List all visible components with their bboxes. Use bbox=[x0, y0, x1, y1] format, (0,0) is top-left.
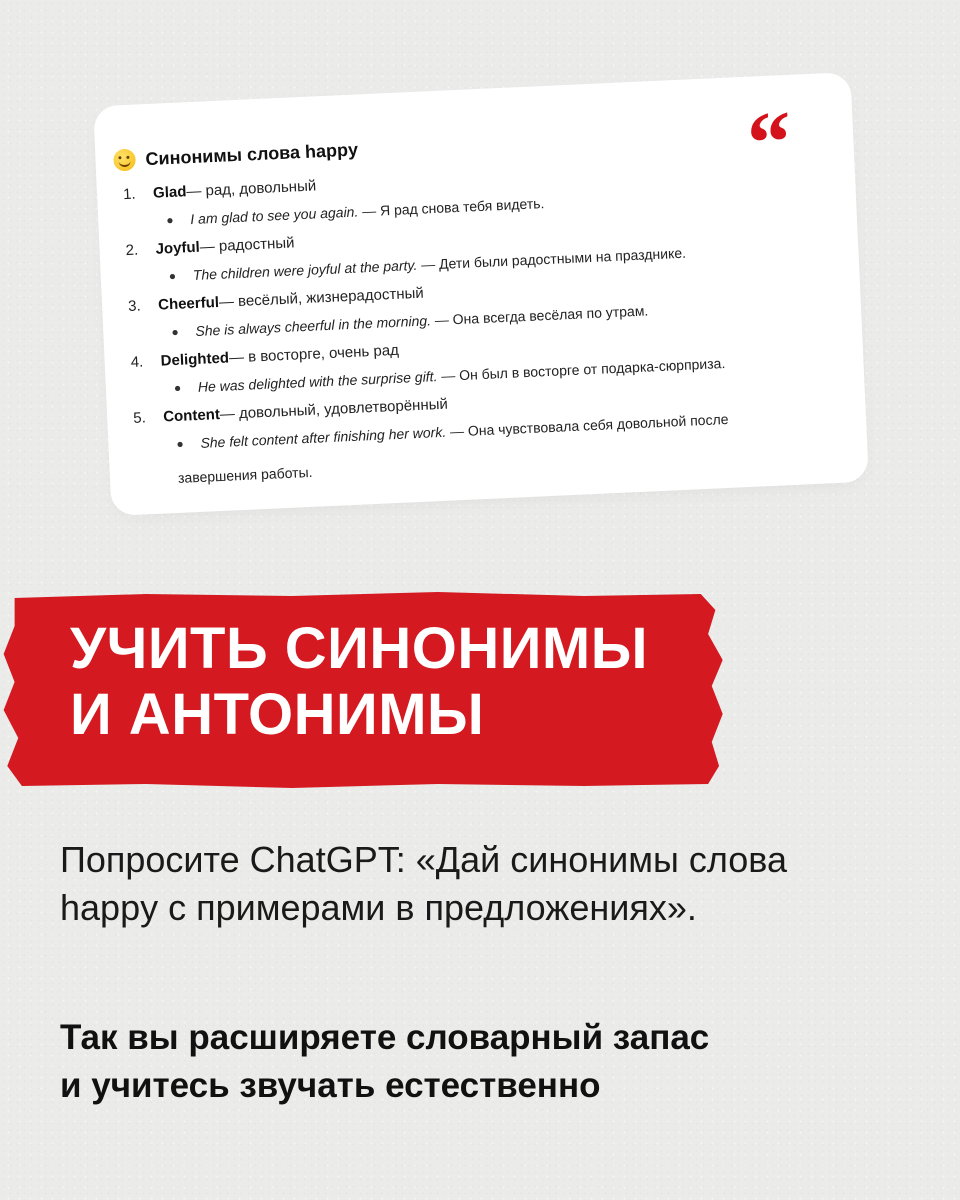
bullet-icon: ● bbox=[168, 268, 177, 284]
synonym-word: Cheerful bbox=[157, 293, 220, 314]
example-english: The children were joyful at the party. bbox=[192, 256, 418, 284]
synonym-translation: — рад, довольный bbox=[186, 177, 317, 201]
example-russian: — Дети были радостными на празднике. bbox=[416, 244, 687, 273]
synonym-translation: — довольный, удовлетворённый bbox=[219, 395, 449, 423]
item-number: 1. bbox=[122, 185, 137, 204]
item-number: 5. bbox=[132, 409, 147, 427]
example-english: She is always cheerful in the morning. bbox=[195, 312, 432, 339]
quote-mark-icon: “ bbox=[745, 94, 784, 193]
smiling-face-icon bbox=[113, 149, 136, 172]
example-english: He was delighted with the surprise gift. bbox=[197, 368, 438, 395]
synonym-translation: — радостный bbox=[199, 234, 295, 256]
tip-line-1: Так вы расширяете словарный запас bbox=[60, 1018, 710, 1057]
synonym-translation: — в восторге, очень рад bbox=[228, 341, 400, 367]
synonym-word: Joyful bbox=[155, 238, 201, 258]
example-russian: — Я рад снова тебя видеть. bbox=[357, 195, 545, 220]
card-title-text: Синонимы слова happy bbox=[145, 138, 359, 169]
synonym-word: Delighted bbox=[160, 349, 230, 370]
bullet-icon: ● bbox=[171, 324, 179, 340]
screenshot-card-wrapper bbox=[99, 78, 862, 509]
bullet-icon: ● bbox=[166, 212, 174, 228]
synonym-word: Glad bbox=[152, 183, 187, 202]
example-russian: — Она всегда весёлая по утрам. bbox=[430, 302, 649, 329]
example-english: I am glad to see you again. bbox=[189, 203, 359, 228]
tip-line-2: и учитесь звучать естественно bbox=[60, 1066, 601, 1105]
bullet-icon: ● bbox=[173, 380, 182, 396]
synonyms-list bbox=[115, 154, 828, 491]
benefit-statement bbox=[60, 1014, 920, 1110]
example-russian: — Она чувствовала себя довольной после bbox=[445, 410, 729, 440]
example-russian-continuation: завершения работы. bbox=[177, 463, 313, 486]
prompt-line-1: Попросите ChatGPT: «Дай синонимы слова bbox=[60, 839, 788, 880]
synonym-word: Content bbox=[162, 405, 221, 426]
bullet-icon: ● bbox=[176, 436, 185, 451]
item-number: 4. bbox=[130, 353, 144, 371]
prompt-line-2: happy с примерами в предложениях». bbox=[60, 887, 697, 928]
synonym-translation: — весёлый, жизнерадостный bbox=[218, 284, 425, 311]
item-number: 2. bbox=[125, 241, 139, 260]
item-number: 3. bbox=[127, 297, 142, 316]
banner-title-line-1: УЧИТЬ СИНОНИМЫ bbox=[70, 616, 648, 681]
synonyms-screenshot-card bbox=[99, 78, 862, 509]
banner-title-line-2: И АНТОНИМЫ bbox=[70, 682, 485, 747]
example-russian: — Он был в восторге от подарка-сюрприза. bbox=[437, 355, 726, 385]
example-english: She felt content after finishing her work. bbox=[200, 423, 447, 451]
banner-title bbox=[70, 616, 710, 748]
prompt-instruction bbox=[60, 836, 920, 932]
